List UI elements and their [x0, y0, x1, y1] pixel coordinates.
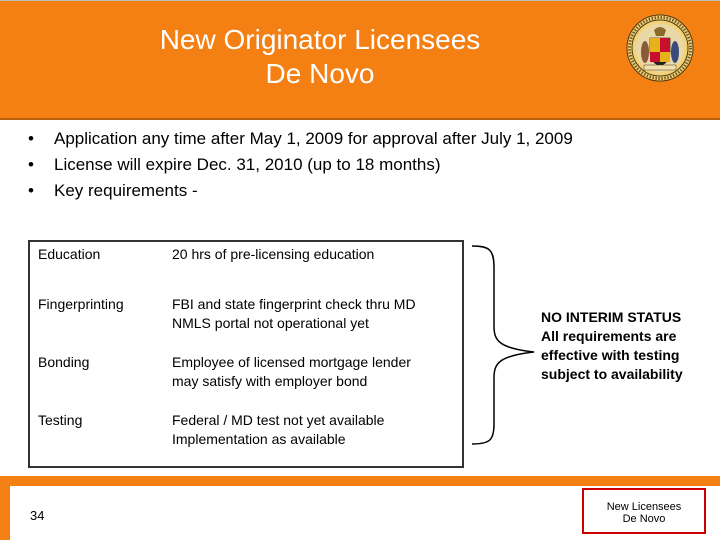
status-line: effective with testing	[541, 347, 680, 363]
detail-line: FBI and state fingerprint check thru MD	[172, 296, 416, 312]
bullet-glyph: •	[28, 129, 34, 148]
bullet-text: Key requirements -	[54, 181, 198, 200]
detail-line: NMLS portal not operational yet	[172, 315, 369, 331]
requirement-detail	[164, 408, 463, 467]
requirement-name: Fingerprinting	[38, 296, 124, 312]
requirement-name: Education	[38, 246, 101, 262]
bullet-item	[28, 126, 573, 152]
status-line: subject to availability	[541, 366, 683, 382]
title-line-2: De Novo	[265, 58, 375, 89]
table-row	[29, 408, 463, 467]
status-note	[541, 308, 716, 384]
table-row	[29, 292, 463, 350]
page-number: 34	[30, 508, 45, 523]
bullet-glyph: •	[28, 181, 34, 200]
status-line: NO INTERIM STATUS	[541, 309, 682, 325]
footer-label-line: De Novo	[622, 513, 666, 525]
requirement-name: Testing	[38, 412, 83, 428]
detail-line: Federal / MD test not yet available	[172, 412, 385, 428]
detail-line: Implementation as available	[172, 431, 346, 447]
requirement-detail	[164, 292, 463, 350]
status-line: All requirements are	[541, 328, 677, 344]
bullet-item	[28, 178, 573, 204]
right-brace-icon	[468, 240, 538, 450]
requirements-table	[28, 240, 464, 468]
state-seal-logo	[626, 14, 694, 82]
requirement-name: Bonding	[38, 354, 90, 370]
slide-title	[0, 23, 640, 91]
bullet-item	[28, 152, 573, 178]
detail-line: may satisfy with employer bond	[172, 373, 368, 389]
footer-label-line: New Licensees	[606, 501, 682, 513]
detail-line: Employee of licensed mortgage lender	[172, 354, 411, 370]
table-row	[29, 241, 463, 292]
header-bar	[0, 0, 720, 120]
requirement-detail	[164, 350, 463, 408]
table-row	[29, 350, 463, 408]
title-line-1: New Originator Licensees	[159, 24, 481, 55]
bullet-glyph: •	[28, 155, 34, 174]
bullet-list	[28, 126, 573, 204]
detail-line: 20 hrs of pre-licensing education	[172, 246, 375, 262]
bullet-text: Application any time after May 1, 2009 for approval after July 1, 2009	[54, 129, 573, 148]
requirement-detail	[164, 241, 463, 292]
bullet-text: License will expire Dec. 31, 2010 (up to 18 months)	[54, 155, 441, 174]
footer-label-box	[582, 488, 706, 534]
